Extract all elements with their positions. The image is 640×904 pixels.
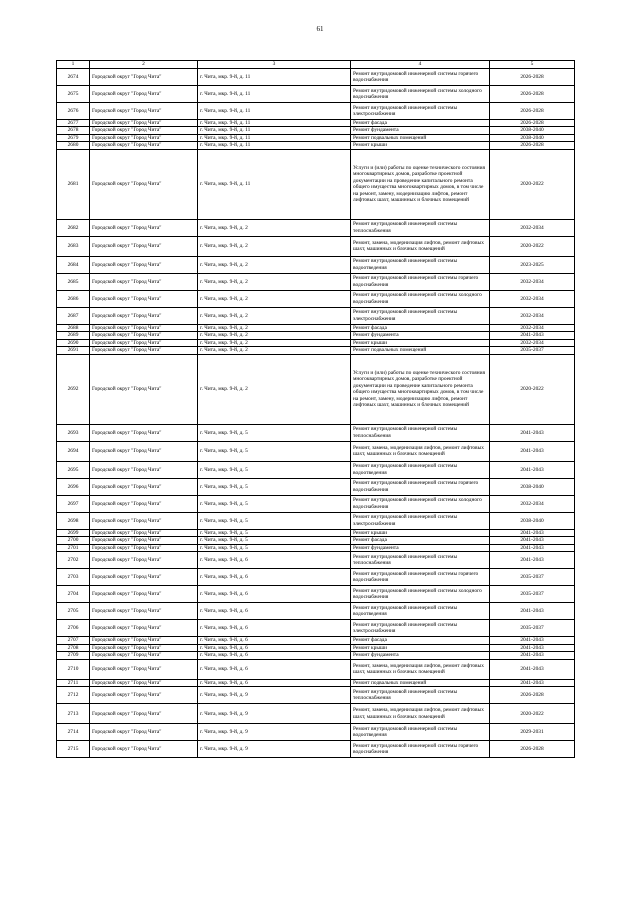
row-number: 2704 (57, 586, 90, 603)
period-cell: 2020-2022 (490, 354, 575, 424)
period-cell: 2038-2040 (490, 478, 575, 495)
municipality-cell: Городской округ "Город Чита" (90, 652, 198, 659)
column-header-2: 2 (90, 61, 198, 69)
row-number: 2696 (57, 478, 90, 495)
row-number: 2681 (57, 149, 90, 219)
work-type-cell: Ремонт внутридомовой инженерной системы теплоснабжения (351, 552, 490, 569)
work-type-cell: Ремонт подвальных помещений (351, 347, 490, 354)
table-row (57, 620, 575, 637)
work-type-cell: Ремонт внутридомовой инженерной системы водоотведения (351, 256, 490, 273)
table-row (57, 256, 575, 273)
municipality-cell: Городской округ "Город Чита" (90, 461, 198, 478)
work-type-cell: Ремонт крыши (351, 142, 490, 149)
table-row (57, 354, 575, 424)
row-number: 2679 (57, 134, 90, 141)
work-type-cell: Ремонт внутридомовой инженерной системы водоотведения (351, 724, 490, 741)
table-row (57, 586, 575, 603)
period-cell: 2041-2043 (490, 603, 575, 620)
row-number: 2676 (57, 103, 90, 120)
municipality-cell: Городской округ "Город Чита" (90, 679, 198, 686)
row-number: 2688 (57, 324, 90, 331)
period-cell: 2041-2043 (490, 652, 575, 659)
municipality-cell: Городской округ "Город Чита" (90, 644, 198, 651)
table-row (57, 120, 575, 127)
work-type-cell: Ремонт внутридомовой инженерной системы теплоснабжения (351, 687, 490, 704)
row-number: 2715 (57, 741, 90, 758)
period-cell: 2026-2028 (490, 142, 575, 149)
address-cell: г. Чита, мкр. 9-й, д. 6 (198, 644, 351, 651)
row-number: 2700 (57, 537, 90, 544)
row-number: 2683 (57, 236, 90, 256)
period-cell: 2041-2043 (490, 552, 575, 569)
municipality-cell: Городской округ "Город Чита" (90, 134, 198, 141)
municipality-cell: Городской округ "Город Чита" (90, 273, 198, 290)
period-cell: 2041-2043 (490, 332, 575, 339)
table-row (57, 724, 575, 741)
address-cell: г. Чита, мкр. 9-й, д. 11 (198, 86, 351, 103)
work-type-cell: Ремонт внутридомовой инженерной системы горячего водоснабжения (351, 741, 490, 758)
address-cell: г. Чита, мкр. 9-й, д. 6 (198, 637, 351, 644)
period-cell: 2026-2028 (490, 687, 575, 704)
row-number: 2689 (57, 332, 90, 339)
municipality-cell: Городской округ "Город Чита" (90, 236, 198, 256)
address-cell: г. Чита, мкр. 9-й, д. 5 (198, 441, 351, 461)
municipality-cell: Городской округ "Город Чита" (90, 290, 198, 307)
municipality-cell: Городской округ "Город Чита" (90, 127, 198, 134)
capital-repair-table (56, 60, 575, 758)
work-type-cell: Ремонт внутридомовой инженерной системы холодного водоснабжения (351, 586, 490, 603)
address-cell: г. Чита, мкр. 9-й, д. 6 (198, 552, 351, 569)
municipality-cell: Городской округ "Город Чита" (90, 569, 198, 586)
row-number: 2677 (57, 120, 90, 127)
header-row (57, 61, 575, 69)
row-number: 2680 (57, 142, 90, 149)
table-row (57, 495, 575, 512)
table-row (57, 637, 575, 644)
address-cell: г. Чита, мкр. 9-й, д. 11 (198, 134, 351, 141)
municipality-cell: Городской округ "Город Чита" (90, 120, 198, 127)
period-cell: 2026-2028 (490, 120, 575, 127)
address-cell: г. Чита, мкр. 9-й, д. 6 (198, 586, 351, 603)
municipality-cell: Городской округ "Город Чита" (90, 586, 198, 603)
column-header-5: 5 (490, 61, 575, 69)
address-cell: г. Чита, мкр. 9-й, д. 9 (198, 687, 351, 704)
row-number: 2682 (57, 219, 90, 236)
municipality-cell: Городской округ "Город Чита" (90, 347, 198, 354)
row-number: 2698 (57, 512, 90, 529)
row-number: 2710 (57, 659, 90, 679)
work-type-cell: Услуги и (или) работы по оценке технического состояния многоквартирных домов, разработке проектной документации на проведение капитального ремонта общего имущества многоквартирных домов, в том числе на ремонт, замену, модернизацию лифтов, ремонт лифтовых шахт, машинных и блочных помещений (351, 354, 490, 424)
address-cell: г. Чита, мкр. 9-й, д. 11 (198, 142, 351, 149)
address-cell: г. Чита, мкр. 9-й, д. 6 (198, 603, 351, 620)
row-number: 2709 (57, 652, 90, 659)
work-type-cell: Ремонт внутридомовой инженерной системы электроснабжения (351, 512, 490, 529)
municipality-cell: Городской округ "Город Чита" (90, 86, 198, 103)
address-cell: г. Чита, мкр. 9-й, д. 11 (198, 103, 351, 120)
work-type-cell: Ремонт крыши (351, 339, 490, 346)
address-cell: г. Чита, мкр. 9-й, д. 2 (198, 236, 351, 256)
period-cell: 2032-2034 (490, 495, 575, 512)
row-number: 2713 (57, 704, 90, 724)
period-cell: 2041-2043 (490, 537, 575, 544)
work-type-cell: Ремонт внутридомовой инженерной системы водоотведения (351, 461, 490, 478)
work-type-cell: Ремонт внутридомовой инженерной системы электроснабжения (351, 307, 490, 324)
address-cell: г. Чита, мкр. 9-й, д. 5 (198, 461, 351, 478)
row-number: 2684 (57, 256, 90, 273)
row-number: 2708 (57, 644, 90, 651)
row-number: 2690 (57, 339, 90, 346)
address-cell: г. Чита, мкр. 9-й, д. 9 (198, 741, 351, 758)
period-cell: 2038-2040 (490, 512, 575, 529)
table-row (57, 741, 575, 758)
address-cell: г. Чита, мкр. 9-й, д. 6 (198, 620, 351, 637)
address-cell: г. Чита, мкр. 9-й, д. 5 (198, 495, 351, 512)
work-type-cell: Ремонт фасада (351, 637, 490, 644)
period-cell: 2020-2022 (490, 149, 575, 219)
municipality-cell: Городской округ "Город Чита" (90, 741, 198, 758)
address-cell: г. Чита, мкр. 9-й, д. 11 (198, 120, 351, 127)
period-cell: 2035-2037 (490, 620, 575, 637)
period-cell: 2032-2034 (490, 339, 575, 346)
municipality-cell: Городской округ "Город Чита" (90, 424, 198, 441)
period-cell: 2041-2043 (490, 644, 575, 651)
address-cell: г. Чита, мкр. 9-й, д. 2 (198, 354, 351, 424)
address-cell: г. Чита, мкр. 9-й, д. 5 (198, 529, 351, 536)
municipality-cell: Городской округ "Город Чита" (90, 354, 198, 424)
table-row (57, 512, 575, 529)
column-header-4: 4 (351, 61, 490, 69)
work-type-cell: Услуги и (или) работы по оценке технического состояния многоквартирных домов, разработке проектной документации на проведение капитального ремонта общего имущества многоквартирных домов, в том числе на ремонт, замену, модернизацию лифтов, ремонт лифтовых шахт, машинных и блочных помещений (351, 149, 490, 219)
work-type-cell: Ремонт фундамента (351, 127, 490, 134)
period-cell: 2026-2028 (490, 69, 575, 86)
address-cell: г. Чита, мкр. 9-й, д. 2 (198, 324, 351, 331)
row-number: 2694 (57, 441, 90, 461)
period-cell: 2029-2031 (490, 724, 575, 741)
municipality-cell: Городской округ "Город Чита" (90, 219, 198, 236)
work-type-cell: Ремонт внутридомовой инженерной системы холодного водоснабжения (351, 86, 490, 103)
work-type-cell: Ремонт, замена, модернизация лифтов, ремонт лифтовых шахт, машинных и блочных помещений (351, 236, 490, 256)
row-number: 2702 (57, 552, 90, 569)
table-row (57, 149, 575, 219)
municipality-cell: Городской округ "Город Чита" (90, 704, 198, 724)
municipality-cell: Городской округ "Город Чита" (90, 537, 198, 544)
table-row (57, 659, 575, 679)
table-row (57, 332, 575, 339)
work-type-cell: Ремонт внутридомовой инженерной системы горячего водоснабжения (351, 69, 490, 86)
row-number: 2703 (57, 569, 90, 586)
municipality-cell: Городской округ "Город Чита" (90, 103, 198, 120)
address-cell: г. Чита, мкр. 9-й, д. 2 (198, 273, 351, 290)
municipality-cell: Городской округ "Город Чита" (90, 495, 198, 512)
table-row (57, 290, 575, 307)
work-type-cell: Ремонт крыши (351, 644, 490, 651)
row-number: 2695 (57, 461, 90, 478)
work-type-cell: Ремонт внутридомовой инженерной системы теплоснабжения (351, 219, 490, 236)
address-cell: г. Чита, мкр. 9-й, д. 6 (198, 652, 351, 659)
municipality-cell: Городской округ "Город Чита" (90, 441, 198, 461)
work-type-cell: Ремонт внутридомовой инженерной системы горячего водоснабжения (351, 478, 490, 495)
table-row (57, 569, 575, 586)
table-row (57, 652, 575, 659)
table-row (57, 603, 575, 620)
municipality-cell: Городской округ "Город Чита" (90, 544, 198, 551)
row-number: 2691 (57, 347, 90, 354)
municipality-cell: Городской округ "Город Чита" (90, 659, 198, 679)
column-header-3: 3 (198, 61, 351, 69)
address-cell: г. Чита, мкр. 9-й, д. 5 (198, 537, 351, 544)
period-cell: 2032-2034 (490, 324, 575, 331)
table-row (57, 544, 575, 551)
work-type-cell: Ремонт внутридомовой инженерной системы горячего водоснабжения (351, 273, 490, 290)
address-cell: г. Чита, мкр. 9-й, д. 2 (198, 219, 351, 236)
period-cell: 2035-2037 (490, 586, 575, 603)
address-cell: г. Чита, мкр. 9-й, д. 9 (198, 724, 351, 741)
work-type-cell: Ремонт подвальных помещений (351, 679, 490, 686)
column-header-1: 1 (57, 61, 90, 69)
address-cell: г. Чита, мкр. 9-й, д. 2 (198, 332, 351, 339)
address-cell: г. Чита, мкр. 9-й, д. 2 (198, 290, 351, 307)
address-cell: г. Чита, мкр. 9-й, д. 2 (198, 347, 351, 354)
work-type-cell: Ремонт внутридомовой инженерной системы холодного водоснабжения (351, 290, 490, 307)
table-row (57, 127, 575, 134)
municipality-cell: Городской округ "Город Чита" (90, 332, 198, 339)
row-number: 2686 (57, 290, 90, 307)
period-cell: 2026-2028 (490, 103, 575, 120)
row-number: 2712 (57, 687, 90, 704)
period-cell: 2020-2022 (490, 704, 575, 724)
address-cell: г. Чита, мкр. 9-й, д. 6 (198, 679, 351, 686)
work-type-cell: Ремонт фасада (351, 120, 490, 127)
row-number: 2701 (57, 544, 90, 551)
table-row (57, 461, 575, 478)
address-cell: г. Чита, мкр. 9-й, д. 6 (198, 569, 351, 586)
row-number: 2693 (57, 424, 90, 441)
municipality-cell: Городской округ "Город Чита" (90, 552, 198, 569)
period-cell: 2041-2043 (490, 659, 575, 679)
period-cell: 2041-2043 (490, 424, 575, 441)
period-cell: 2038-2040 (490, 127, 575, 134)
row-number: 2699 (57, 529, 90, 536)
address-cell: г. Чита, мкр. 9-й, д. 5 (198, 478, 351, 495)
period-cell: 2038-2040 (490, 134, 575, 141)
work-type-cell: Ремонт фундамента (351, 544, 490, 551)
row-number: 2687 (57, 307, 90, 324)
row-number: 2685 (57, 273, 90, 290)
work-type-cell: Ремонт крыши (351, 529, 490, 536)
page-number: 61 (316, 25, 324, 33)
work-type-cell: Ремонт внутридомовой инженерной системы электроснабжения (351, 103, 490, 120)
address-cell: г. Чита, мкр. 9-й, д. 5 (198, 424, 351, 441)
table-row (57, 69, 575, 86)
work-type-cell: Ремонт, замена, модернизация лифтов, ремонт лифтовых шахт, машинных и блочных помещений (351, 441, 490, 461)
table-row (57, 441, 575, 461)
table-row (57, 219, 575, 236)
table-row (57, 347, 575, 354)
address-cell: г. Чита, мкр. 9-й, д. 9 (198, 704, 351, 724)
period-cell: 2035-2037 (490, 347, 575, 354)
row-number: 2711 (57, 679, 90, 686)
period-cell: 2032-2034 (490, 307, 575, 324)
period-cell: 2041-2043 (490, 544, 575, 551)
municipality-cell: Городской округ "Город Чита" (90, 620, 198, 637)
table-row (57, 478, 575, 495)
municipality-cell: Городской округ "Город Чита" (90, 603, 198, 620)
period-cell: 2035-2037 (490, 569, 575, 586)
table-row (57, 339, 575, 346)
period-cell: 2026-2028 (490, 86, 575, 103)
period-cell: 2041-2043 (490, 441, 575, 461)
address-cell: г. Чита, мкр. 9-й, д. 5 (198, 544, 351, 551)
row-number: 2675 (57, 86, 90, 103)
municipality-cell: Городской округ "Город Чита" (90, 69, 198, 86)
address-cell: г. Чита, мкр. 9-й, д. 2 (198, 307, 351, 324)
period-cell: 2041-2043 (490, 679, 575, 686)
table-row (57, 236, 575, 256)
address-cell: г. Чита, мкр. 9-й, д. 11 (198, 69, 351, 86)
address-cell: г. Чита, мкр. 9-й, д. 2 (198, 256, 351, 273)
table-row (57, 704, 575, 724)
table-row (57, 307, 575, 324)
work-type-cell: Ремонт фундамента (351, 332, 490, 339)
address-cell: г. Чита, мкр. 9-й, д. 2 (198, 339, 351, 346)
table-row (57, 324, 575, 331)
row-number: 2692 (57, 354, 90, 424)
table-row (57, 529, 575, 536)
municipality-cell: Городской округ "Город Чита" (90, 724, 198, 741)
table-row (57, 644, 575, 651)
row-number: 2674 (57, 69, 90, 86)
work-type-cell: Ремонт подвальных помещений (351, 134, 490, 141)
work-type-cell: Ремонт фундамента (351, 652, 490, 659)
table-row (57, 142, 575, 149)
work-type-cell: Ремонт внутридомовой инженерной системы холодного водоснабжения (351, 495, 490, 512)
municipality-cell: Городской округ "Город Чита" (90, 478, 198, 495)
table-row (57, 424, 575, 441)
work-type-cell: Ремонт внутридомовой инженерной системы электроснабжения (351, 620, 490, 637)
table-row (57, 537, 575, 544)
table-row (57, 679, 575, 686)
table-row (57, 273, 575, 290)
row-number: 2707 (57, 637, 90, 644)
period-cell: 2041-2043 (490, 461, 575, 478)
period-cell: 2041-2043 (490, 529, 575, 536)
work-type-cell: Ремонт внутридомовой инженерной системы теплоснабжения (351, 424, 490, 441)
work-type-cell: Ремонт фасада (351, 324, 490, 331)
period-cell: 2026-2028 (490, 741, 575, 758)
municipality-cell: Городской округ "Город Чита" (90, 324, 198, 331)
work-type-cell: Ремонт фасада (351, 537, 490, 544)
row-number: 2678 (57, 127, 90, 134)
period-cell: 2041-2043 (490, 637, 575, 644)
table-row (57, 103, 575, 120)
row-number: 2705 (57, 603, 90, 620)
row-number: 2714 (57, 724, 90, 741)
municipality-cell: Городской округ "Город Чита" (90, 256, 198, 273)
table-row (57, 687, 575, 704)
work-type-cell: Ремонт, замена, модернизация лифтов, ремонт лифтовых шахт, машинных и блочных помещений (351, 659, 490, 679)
table-row (57, 552, 575, 569)
period-cell: 2023-2025 (490, 256, 575, 273)
work-type-cell: Ремонт внутридомовой инженерной системы горячего водоснабжения (351, 569, 490, 586)
municipality-cell: Городской округ "Город Чита" (90, 512, 198, 529)
row-number: 2697 (57, 495, 90, 512)
work-type-cell: Ремонт внутридомовой инженерной системы водоотведения (351, 603, 490, 620)
municipality-cell: Городской округ "Город Чита" (90, 687, 198, 704)
municipality-cell: Городской округ "Город Чита" (90, 142, 198, 149)
table-row (57, 134, 575, 141)
address-cell: г. Чита, мкр. 9-й, д. 5 (198, 512, 351, 529)
table-row (57, 86, 575, 103)
row-number: 2706 (57, 620, 90, 637)
address-cell: г. Чита, мкр. 9-й, д. 11 (198, 127, 351, 134)
period-cell: 2032-2034 (490, 219, 575, 236)
municipality-cell: Городской округ "Город Чита" (90, 149, 198, 219)
address-cell: г. Чита, мкр. 9-й, д. 11 (198, 149, 351, 219)
work-type-cell: Ремонт, замена, модернизация лифтов, ремонт лифтовых шахт, машинных и блочных помещений (351, 704, 490, 724)
period-cell: 2020-2022 (490, 236, 575, 256)
address-cell: г. Чита, мкр. 9-й, д. 6 (198, 659, 351, 679)
municipality-cell: Городской округ "Город Чита" (90, 339, 198, 346)
municipality-cell: Городской округ "Город Чита" (90, 637, 198, 644)
period-cell: 2032-2034 (490, 290, 575, 307)
municipality-cell: Городской округ "Город Чита" (90, 307, 198, 324)
period-cell: 2032-2034 (490, 273, 575, 290)
municipality-cell: Городской округ "Город Чита" (90, 529, 198, 536)
